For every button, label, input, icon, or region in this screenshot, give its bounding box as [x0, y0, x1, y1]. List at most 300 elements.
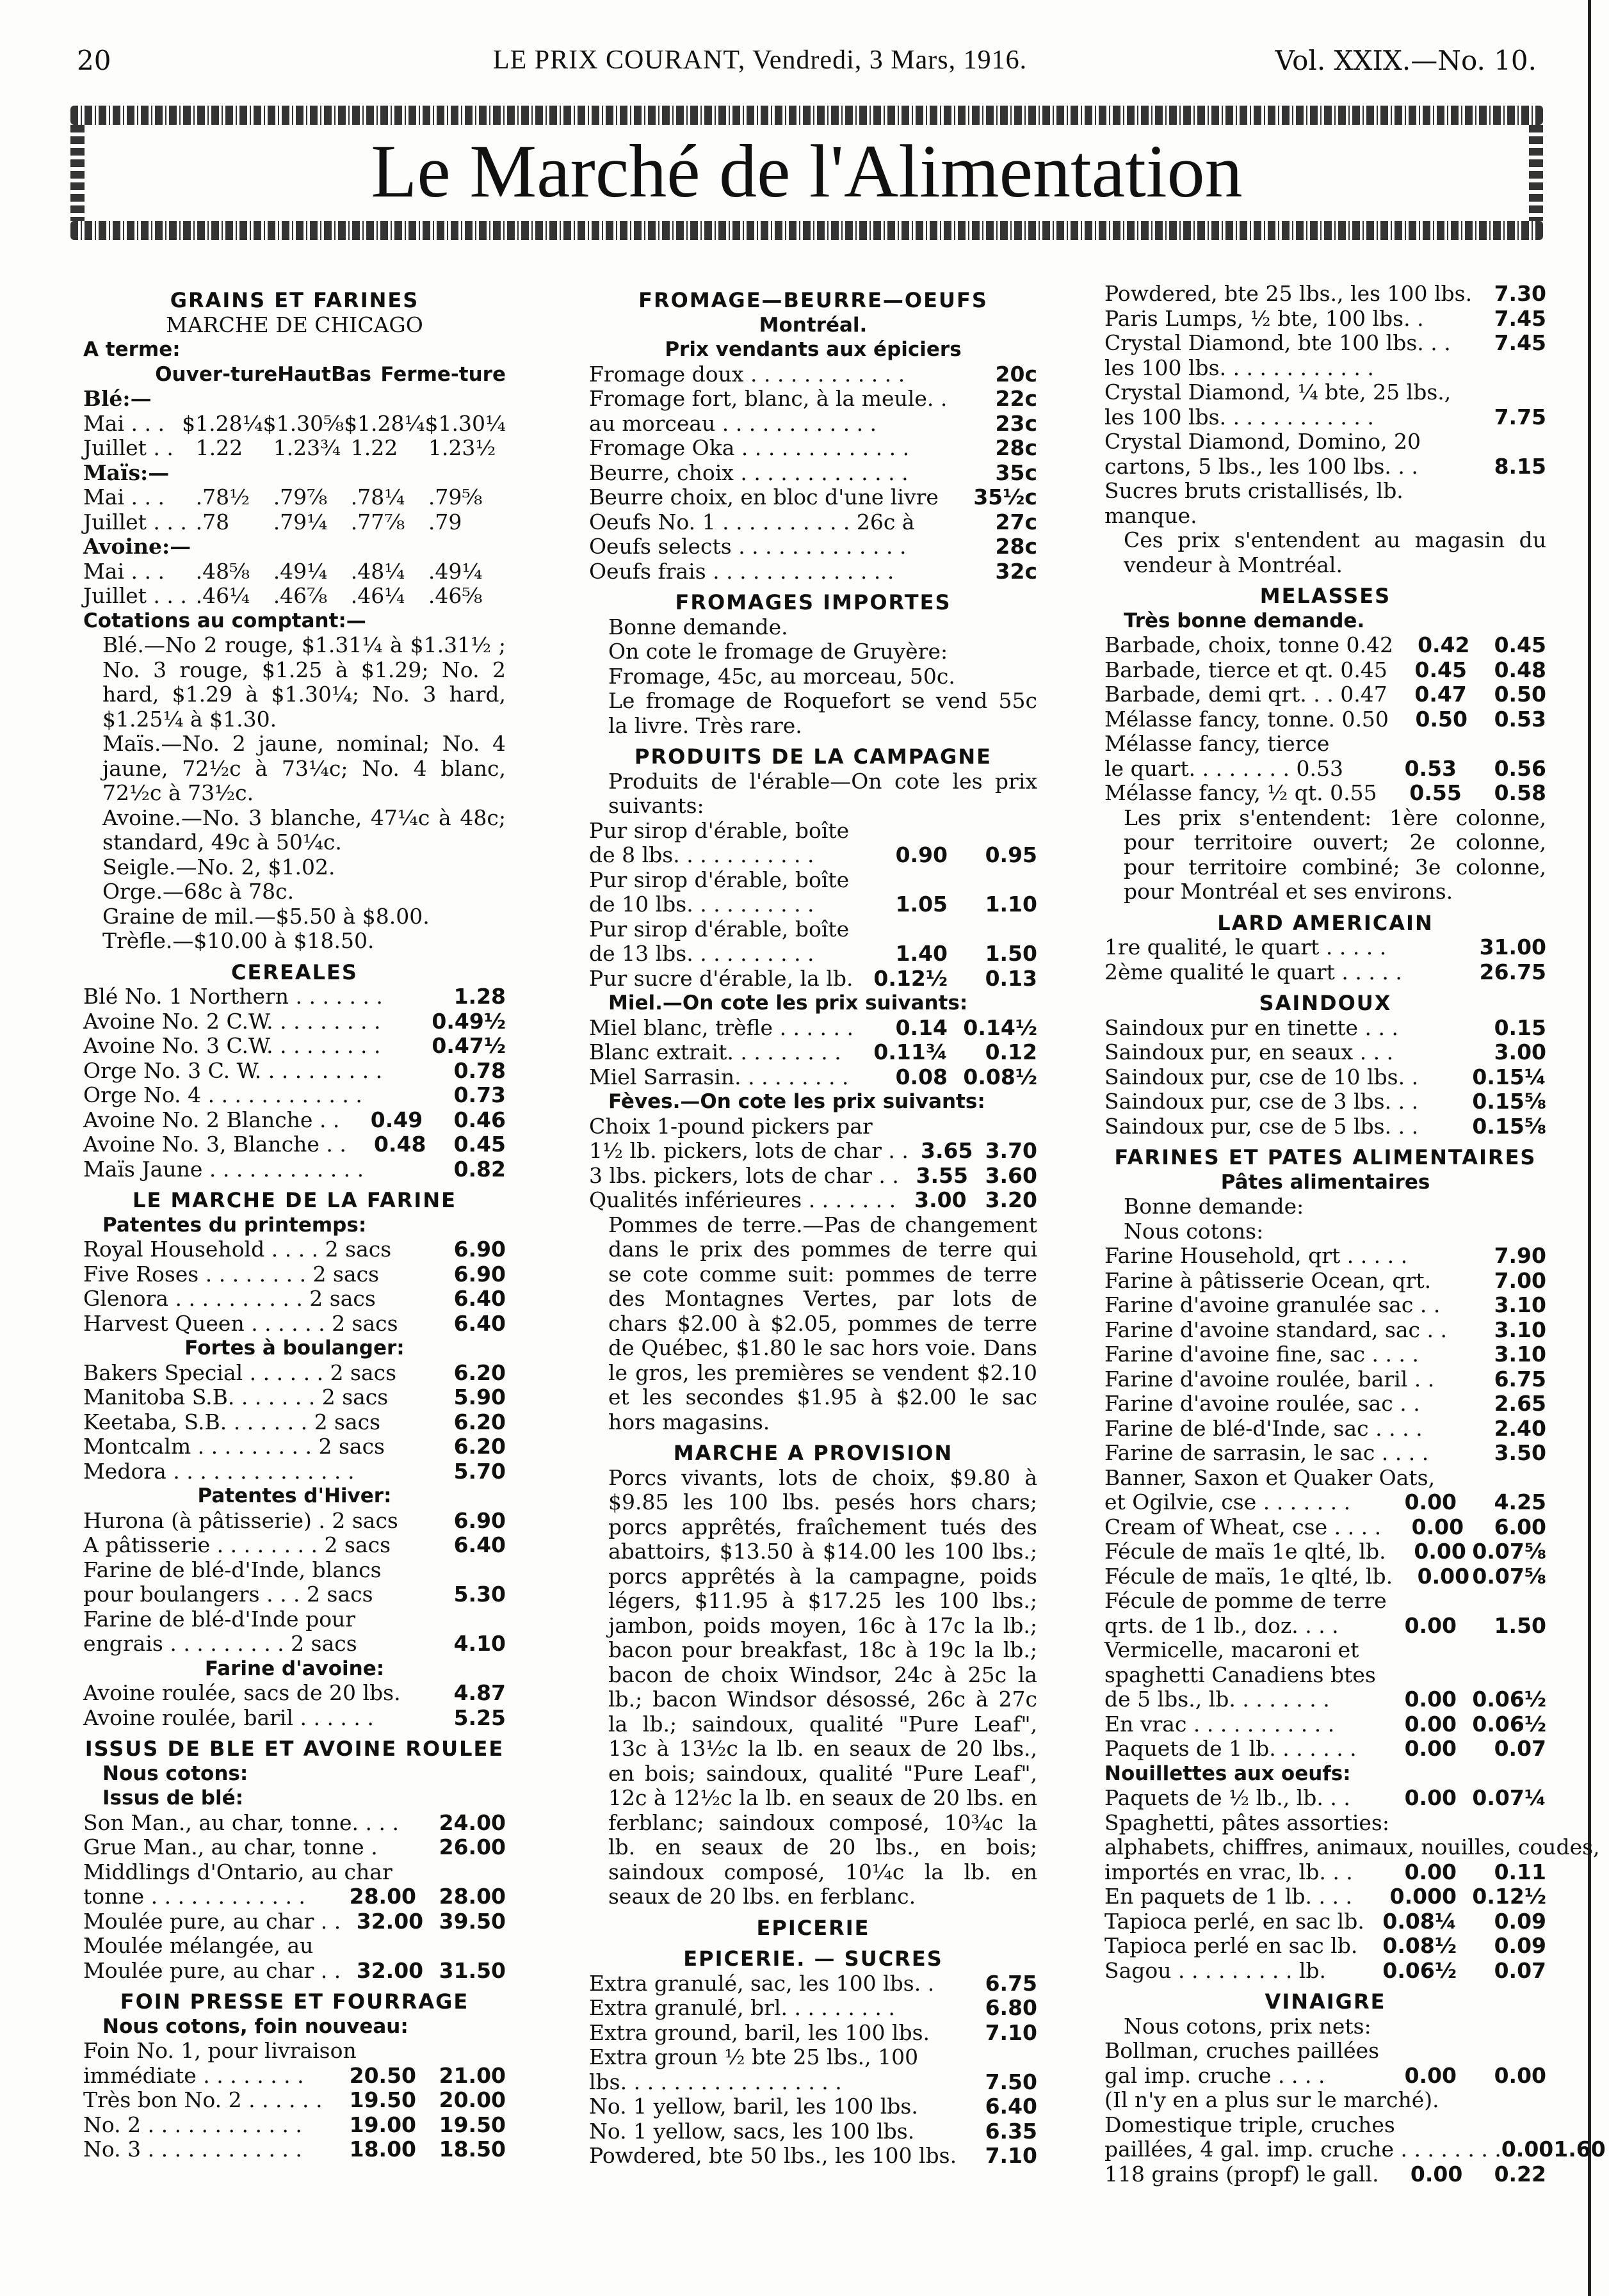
price-value: 0.11 — [1494, 1859, 1546, 1884]
price-row — [1104, 405, 1546, 430]
label: Bonne demande: — [1124, 1194, 1304, 1219]
item-name: Pur sirop d'érable, boîte — [589, 817, 850, 843]
price-row — [589, 1996, 1037, 2021]
price-value: 6.90 — [453, 1507, 506, 1533]
price-row — [83, 1385, 506, 1410]
column-header: Haut — [277, 362, 331, 386]
price-value — [1395, 2113, 1471, 2138]
price-row — [1104, 1934, 1546, 1959]
price-value: 5.30 — [453, 1582, 506, 1607]
table-cell: .79¼ — [273, 509, 328, 534]
price-row — [1104, 1786, 1546, 1811]
price-value: 0.49½ — [432, 1008, 506, 1034]
price-value: 6.35 — [985, 2118, 1037, 2144]
price-value — [1471, 380, 1546, 405]
price-value: 0.45 — [1494, 632, 1546, 657]
item-name: Farine d'avoine fine, sac . . . . — [1104, 1342, 1419, 1367]
price-list — [1104, 282, 1546, 528]
price-value — [1428, 1441, 1487, 1466]
price-value: 23c — [995, 410, 1037, 436]
price-value: 6.75 — [1494, 1366, 1546, 1392]
item-name: Paquets de ½ lb., lb. . . — [1104, 1785, 1350, 1810]
item-name: Powdered, bte 50 lbs., les 100 lbs. — [589, 2143, 957, 2168]
price-value: 0.000 — [1389, 1884, 1457, 1909]
price-row — [589, 461, 1037, 486]
price-value — [858, 819, 948, 844]
price-value: 6.20 — [453, 1434, 506, 1459]
section-title: EPICERIE. — SUCRES — [683, 1947, 943, 1971]
item-name: Extra granulé, sac, les 100 lbs. . — [589, 1970, 935, 1996]
price-row — [1104, 1564, 1546, 1589]
price-list — [83, 1681, 506, 1730]
item-name: Farine d'avoine roulée, sac . . — [1104, 1391, 1420, 1416]
price-row — [83, 1312, 506, 1337]
item-name: Foin No. 1, pour livraison — [83, 2038, 357, 2063]
price-value — [392, 1860, 449, 1885]
price-row — [589, 1016, 1037, 1041]
price-value — [1379, 2039, 1462, 2064]
price-value: 0.00 — [1410, 2161, 1463, 2187]
price-value: 3.70 — [985, 1138, 1037, 1163]
price-list — [589, 1114, 1037, 1213]
price-row — [589, 967, 1037, 991]
price-value — [1457, 1638, 1546, 1663]
price-value — [948, 819, 1037, 844]
price-row — [1104, 1016, 1546, 1041]
label: Farine d'avoine: — [204, 1657, 385, 1680]
price-row — [83, 1083, 506, 1108]
table-cell: .79 — [428, 509, 462, 534]
subtitle: MARCHE DE CHICAGO — [166, 312, 423, 337]
price-list — [83, 1361, 506, 1484]
table-row — [83, 510, 506, 535]
price-value: 6.20 — [453, 1360, 506, 1385]
table-cell: .46¼ — [350, 583, 405, 608]
price-row — [83, 1934, 506, 1959]
price-row — [83, 2137, 506, 2162]
price-value — [364, 1157, 435, 1182]
price-row — [1104, 1490, 1546, 1515]
price-value: 6.90 — [453, 1261, 506, 1287]
price-value: 0.15 — [1494, 1015, 1546, 1040]
item-name: spaghetti Canadiens btes — [1104, 1662, 1376, 1687]
price-value: 0.82 — [453, 1156, 506, 1182]
price-row — [589, 1971, 1037, 1996]
price-value: 35½c — [973, 485, 1037, 510]
price-value: 7.10 — [985, 2019, 1037, 2045]
table-cell: Mai . . . — [83, 485, 165, 510]
table-cell: .78¼ — [350, 485, 405, 510]
table-cell: $1.30¼ — [424, 410, 506, 436]
item-name: importés en vrac, lb. . . — [1104, 1859, 1353, 1884]
price-row — [83, 1059, 506, 1084]
price-value: 3.00 — [914, 1187, 967, 1212]
item-name: Oeufs No. 1 . . . . . . . . . . 26c à — [589, 509, 915, 534]
price-value: 0.49 — [370, 1107, 423, 1132]
chain-border-top — [70, 106, 1543, 125]
price-row — [83, 1811, 506, 1836]
table-cell: .49¼ — [428, 558, 483, 584]
item-name: Sucres bruts cristallisés, lb. — [1104, 478, 1403, 503]
price-value: 3.60 — [985, 1162, 1037, 1188]
price-value: 0.58 — [1494, 780, 1546, 805]
price-row — [1104, 1417, 1546, 1441]
column-header — [83, 362, 155, 387]
price-value — [955, 1114, 1037, 1139]
item-name: Saindoux pur, cse de 10 lbs. . — [1104, 1064, 1419, 1089]
item-name: Powdered, bte 25 lbs., les 100 lbs. — [1104, 281, 1473, 306]
item-name: au morceau . . . . . . . . . . . . — [589, 410, 877, 436]
text-line: Bonne demande. — [608, 614, 788, 639]
price-row — [1104, 1318, 1546, 1343]
price-value: 26.00 — [439, 1834, 506, 1859]
price-value: 0.00 — [1404, 1489, 1457, 1514]
price-value — [1471, 429, 1546, 454]
column-3 — [1104, 281, 1606, 2187]
price-value — [1466, 1589, 1546, 1614]
section-title: PRODUITS DE LA CAMPAGNE — [635, 744, 992, 769]
item-name: Sagou . . . . . . . . . lb. — [1104, 1957, 1327, 1983]
item-name: Vermicelle, macaroni et — [1104, 1637, 1359, 1662]
price-row — [589, 1040, 1037, 1065]
price-row — [83, 1434, 506, 1459]
item-name: Moulée pure, au char . . — [83, 1908, 341, 1934]
item-name: Oeufs selects . . . . . . . . . . . . . — [589, 534, 907, 559]
item-name: gal imp. cruche . . . . — [1104, 2062, 1325, 2088]
item-name: Crystal Diamond, Domino, 20 — [1104, 429, 1421, 454]
price-row — [1104, 1884, 1546, 1909]
price-row — [589, 1139, 1037, 1164]
item-name: Son Man., au char, tonne. . . . — [83, 1810, 399, 1835]
price-row — [1104, 2039, 1546, 2064]
price-value: 0.47 — [1414, 682, 1467, 707]
table-row — [83, 534, 506, 559]
quote-line: Graine de mil.—$5.50 à $8.00. — [102, 903, 430, 929]
price-value: 6.80 — [985, 1995, 1037, 2020]
price-row — [1104, 1811, 1546, 1836]
price-row — [83, 1533, 506, 1558]
price-value: 0.00 — [1404, 1612, 1457, 1638]
price-value: 6.75 — [985, 1970, 1037, 1996]
price-value — [1420, 1392, 1484, 1417]
price-value: 2.40 — [1494, 1415, 1546, 1441]
paragraph: Pommes de terre.—Pas de changement dans le prix des pommes de terre qui se cote comme suit: pommes de terre des Montagnes Vertes, par lots de chars $2.00 à $2.05, pommes de terre de Québec, $1.80 le sac hors voie. Dans le gros, les premières se vendent $2.10 et les secondes $1.95 à $2.00 le sac hors magasins. — [608, 1212, 1037, 1434]
price-row — [1104, 1515, 1546, 1540]
item-name: Middlings d'Ontario, au char — [83, 1859, 392, 1884]
table-row — [83, 436, 506, 461]
price-value: 0.46 — [453, 1107, 506, 1132]
price-value: 20.00 — [439, 2087, 506, 2112]
price-row — [589, 917, 1037, 942]
subtitle: Montréal. — [759, 313, 868, 337]
price-list — [1104, 1244, 1546, 1762]
item-name: Avoine No. 2 Blanche . . — [83, 1107, 340, 1132]
table-cell — [428, 387, 506, 412]
section-title: GRAINS ET FARINES — [170, 288, 419, 312]
price-row — [83, 1909, 506, 1934]
table-cell — [428, 461, 506, 486]
grain-futures-table — [83, 362, 506, 609]
quote-line: Orge.—68c à 78c. — [102, 879, 295, 904]
price-list — [1104, 1785, 1600, 1983]
subtitle: Pâtes alimentaires — [1220, 1170, 1430, 1194]
item-name: Banner, Saxon et Quaker Oats, — [1104, 1465, 1435, 1490]
table-cell: 1.23¾ — [273, 435, 341, 460]
price-row — [1104, 1089, 1546, 1114]
price-row — [1104, 307, 1546, 332]
price-value — [1468, 1811, 1546, 1836]
price-row — [589, 1164, 1037, 1189]
price-row — [589, 362, 1037, 387]
table-cell: .49¼ — [273, 558, 328, 584]
price-value — [1407, 1244, 1476, 1269]
price-row — [1104, 479, 1546, 504]
price-value: 2.65 — [1494, 1391, 1546, 1416]
column-1 — [83, 282, 506, 2162]
price-value: 0.90 — [895, 842, 948, 867]
price-value: 7.90 — [1494, 1243, 1546, 1268]
price-value: 28c — [995, 534, 1037, 559]
price-row — [1104, 1614, 1546, 1639]
page-number: 20 — [77, 45, 111, 76]
volume-number: Vol. XXIX.—No. 10. — [1275, 45, 1537, 76]
price-list — [83, 1237, 506, 1336]
price-value: 1.60 — [1553, 2137, 1606, 2162]
price-value — [948, 917, 1037, 942]
table-cell: $1.28¼ — [344, 410, 425, 436]
table-cell: .79⅝ — [428, 485, 483, 510]
price-row — [1104, 356, 1546, 381]
price-row — [589, 2021, 1037, 2046]
price-row — [1104, 781, 1546, 806]
paragraph: Produits de l'érable—On cote les prix suivants: — [608, 768, 1037, 818]
price-value — [1463, 2039, 1546, 2064]
table-cell: .46¼ — [195, 583, 250, 608]
price-value: 0.00 — [1411, 1514, 1464, 1539]
price-row — [589, 819, 1037, 844]
price-row — [83, 1157, 506, 1182]
price-list — [589, 1016, 1037, 1090]
price-row — [83, 1410, 506, 1435]
price-list — [83, 1811, 506, 1984]
item-name: Oeufs frais . . . . . . . . . . . . . . — [589, 558, 894, 584]
price-value — [948, 868, 1037, 893]
table-cell — [196, 534, 273, 559]
label: Miel.—On cote les prix suivants: — [608, 991, 968, 1015]
price-row — [1104, 1342, 1546, 1367]
label: Nous cotons: — [1124, 1218, 1264, 1244]
section-title: LE MARCHE DE LA FARINE — [133, 1188, 457, 1212]
price-value: 0.15⅝ — [1472, 1113, 1546, 1139]
price-row — [83, 1262, 506, 1287]
table-cell: .79⅞ — [273, 485, 328, 510]
item-name: Montcalm . . . . . . . . . 2 sacs — [83, 1434, 385, 1459]
price-value — [1435, 1466, 1491, 1491]
item-name: Farine de sarrasin, le sac . . . . — [1104, 1440, 1429, 1465]
item-name: Barbade, demi qrt. . . 0.47 — [1104, 682, 1387, 707]
item-name: Barbade, choix, tonne 0.42 — [1104, 632, 1394, 657]
price-value: 0.50 — [1415, 706, 1468, 732]
price-value — [431, 2039, 506, 2064]
price-row — [589, 387, 1037, 412]
price-row — [1104, 2088, 1546, 2113]
item-name: et Ogilvie, cse . . . . . . . — [1104, 1489, 1351, 1514]
price-row — [1104, 1909, 1546, 1934]
item-name: Five Roses . . . . . . . . 2 sacs — [83, 1261, 380, 1287]
item-name: Orge No. 3 C. W. . . . . . . . . . — [83, 1057, 383, 1083]
price-list — [83, 1509, 506, 1657]
text-line: Le fromage de Roquefort se vend 55c la livre. Très rare. — [608, 688, 1037, 738]
price-value: 4.87 — [453, 1680, 506, 1705]
table-cell: .46⅝ — [428, 583, 483, 608]
price-value: 18.50 — [439, 2137, 506, 2162]
price-row — [83, 1009, 506, 1034]
table-cell: .48¼ — [350, 558, 405, 584]
price-value: 8.15 — [1494, 453, 1546, 479]
price-value: 3.10 — [1494, 1292, 1546, 1317]
banner-title: Le Marché de l'Alimentation — [371, 129, 1243, 213]
item-name: Miel blanc, trèfle . . . . . . — [589, 1015, 853, 1040]
item-name: Manitoba S.B. . . . . . . 2 sacs — [83, 1385, 389, 1409]
item-name: Moulée mélangée, au — [83, 1933, 314, 1958]
price-row — [1104, 1244, 1546, 1269]
price-row — [1104, 1638, 1546, 1663]
table-cell: Juillet . . . — [83, 583, 187, 608]
price-row — [83, 2113, 506, 2138]
column-header: Ferme-ture — [380, 362, 506, 386]
price-value — [327, 1934, 416, 1959]
price-value: 24.00 — [439, 1810, 506, 1835]
item-name: Domestique triple, cruches — [1104, 2112, 1395, 2137]
price-value — [382, 1059, 444, 1084]
price-value: 0.00 — [1404, 1785, 1457, 1810]
price-value: 1.50 — [1494, 1612, 1546, 1638]
price-row — [589, 510, 1037, 535]
item-name: Spaghetti, pâtes assorties: — [1104, 1810, 1389, 1835]
price-value — [1492, 2088, 1546, 2113]
item-name: immédiate . . . . . . . . — [83, 2062, 304, 2088]
section-title: MELASSES — [1259, 584, 1391, 608]
price-value: 1.50 — [985, 941, 1037, 966]
price-row — [589, 485, 1037, 510]
price-value: 0.00 — [1404, 2062, 1457, 2088]
price-value: 0.22 — [1494, 2161, 1546, 2187]
price-value — [1471, 356, 1546, 381]
price-value: 0.45 — [1414, 657, 1467, 682]
price-row — [1104, 1367, 1546, 1392]
price-value — [1367, 732, 1457, 757]
price-value: 3.50 — [1494, 1440, 1546, 1465]
price-row — [589, 534, 1037, 559]
item-name: Bakers Special . . . . . . 2 sacs — [83, 1360, 397, 1385]
price-value: 0.06½ — [1472, 1711, 1546, 1737]
item-name: Paquets de 1 lb. . . . . . . — [1104, 1736, 1357, 1761]
item-name: lbs. . . . . . . . . . . . . . . . . — [589, 2069, 842, 2094]
price-value: 3.20 — [985, 1187, 1037, 1212]
item-name: Fromage doux . . . . . . . . . . . . — [589, 361, 905, 387]
price-value: 28.00 — [349, 1884, 416, 1909]
price-value: 0.00 — [1501, 2137, 1554, 2162]
price-value — [962, 2045, 1037, 2070]
text-line: Fromage, 45c, au morceau, 50c. — [608, 663, 955, 689]
item-name: de 10 lbs. . . . . . . . . . — [589, 892, 814, 917]
price-value: 0.09 — [1494, 1908, 1546, 1934]
price-value — [362, 1083, 434, 1108]
table-cell — [273, 387, 351, 412]
price-value: 0.00 — [1417, 1563, 1470, 1589]
item-name: 118 grains (propf) le gall. — [1104, 2161, 1379, 2187]
price-value: 0.48 — [374, 1132, 426, 1157]
price-value: 32.00 — [356, 1957, 424, 1983]
price-value — [1457, 732, 1546, 757]
price-value — [430, 1558, 506, 1583]
price-value — [1471, 2113, 1546, 2138]
price-value: 0.07⅝ — [1472, 1539, 1546, 1564]
table-row — [83, 387, 506, 412]
price-row — [1104, 380, 1546, 405]
item-name: Royal Household . . . . 2 sacs — [83, 1237, 392, 1262]
price-value: 1.28 — [453, 984, 506, 1009]
price-value: 0.55 — [1409, 780, 1462, 805]
price-value: 0.50 — [1494, 682, 1546, 707]
price-value: 0.15⅝ — [1472, 1089, 1546, 1114]
section-banner — [70, 99, 1543, 246]
price-value: 0.73 — [453, 1082, 506, 1107]
price-value: 0.78 — [453, 1057, 506, 1083]
price-value: 6.40 — [453, 1532, 506, 1557]
price-value: 28c — [995, 435, 1037, 460]
item-name: Fromage fort, blanc, à la meule. . — [589, 386, 948, 411]
price-value: 6.00 — [1494, 1514, 1546, 1539]
price-row — [83, 1632, 506, 1657]
price-row — [1104, 1539, 1546, 1564]
price-value: 5.25 — [453, 1705, 506, 1730]
item-name: (Il n'y en a plus sur le marché). — [1104, 2087, 1439, 2112]
price-row — [589, 412, 1037, 437]
price-value: 0.47½ — [432, 1033, 506, 1058]
table-cell — [196, 387, 273, 412]
price-value — [1419, 1342, 1483, 1367]
table-cell — [428, 534, 506, 559]
price-row — [83, 1835, 506, 1860]
price-value — [430, 1607, 506, 1632]
price-row — [83, 1706, 506, 1731]
item-name: Avoine No. 3 C.W. . . . . . . . . — [83, 1033, 381, 1058]
price-row — [589, 2119, 1037, 2144]
price-row — [1104, 1269, 1546, 1294]
item-name: Qualités inférieures . . . . . . . — [589, 1187, 896, 1212]
item-name: Saindoux pur, en seaux . . . — [1104, 1040, 1394, 1064]
price-row — [589, 2070, 1037, 2095]
item-name: Très bon No. 2 . . . . . . — [83, 2087, 323, 2112]
item-name: Pur sucre d'érable, la lb. — [589, 965, 853, 991]
table-cell: .48⅝ — [195, 558, 250, 584]
price-row — [589, 892, 1037, 917]
price-value: 31.00 — [1479, 935, 1546, 959]
price-row — [1104, 757, 1546, 782]
price-list — [1104, 935, 1546, 984]
price-value: 7.75 — [1494, 404, 1546, 429]
item-name: 3 lbs. pickers, lots de char . . — [589, 1162, 899, 1188]
price-value: 19.50 — [439, 2112, 506, 2137]
price-value: 6.90 — [453, 1237, 506, 1262]
price-row — [1104, 2137, 1606, 2162]
price-value: 4.25 — [1494, 1489, 1546, 1514]
item-name: Farine de blé-d'Inde, sac . . . . — [1104, 1415, 1423, 1441]
price-value: 22c — [995, 386, 1037, 411]
price-value: 1.05 — [895, 892, 948, 917]
price-value: 20.50 — [349, 2062, 416, 2088]
